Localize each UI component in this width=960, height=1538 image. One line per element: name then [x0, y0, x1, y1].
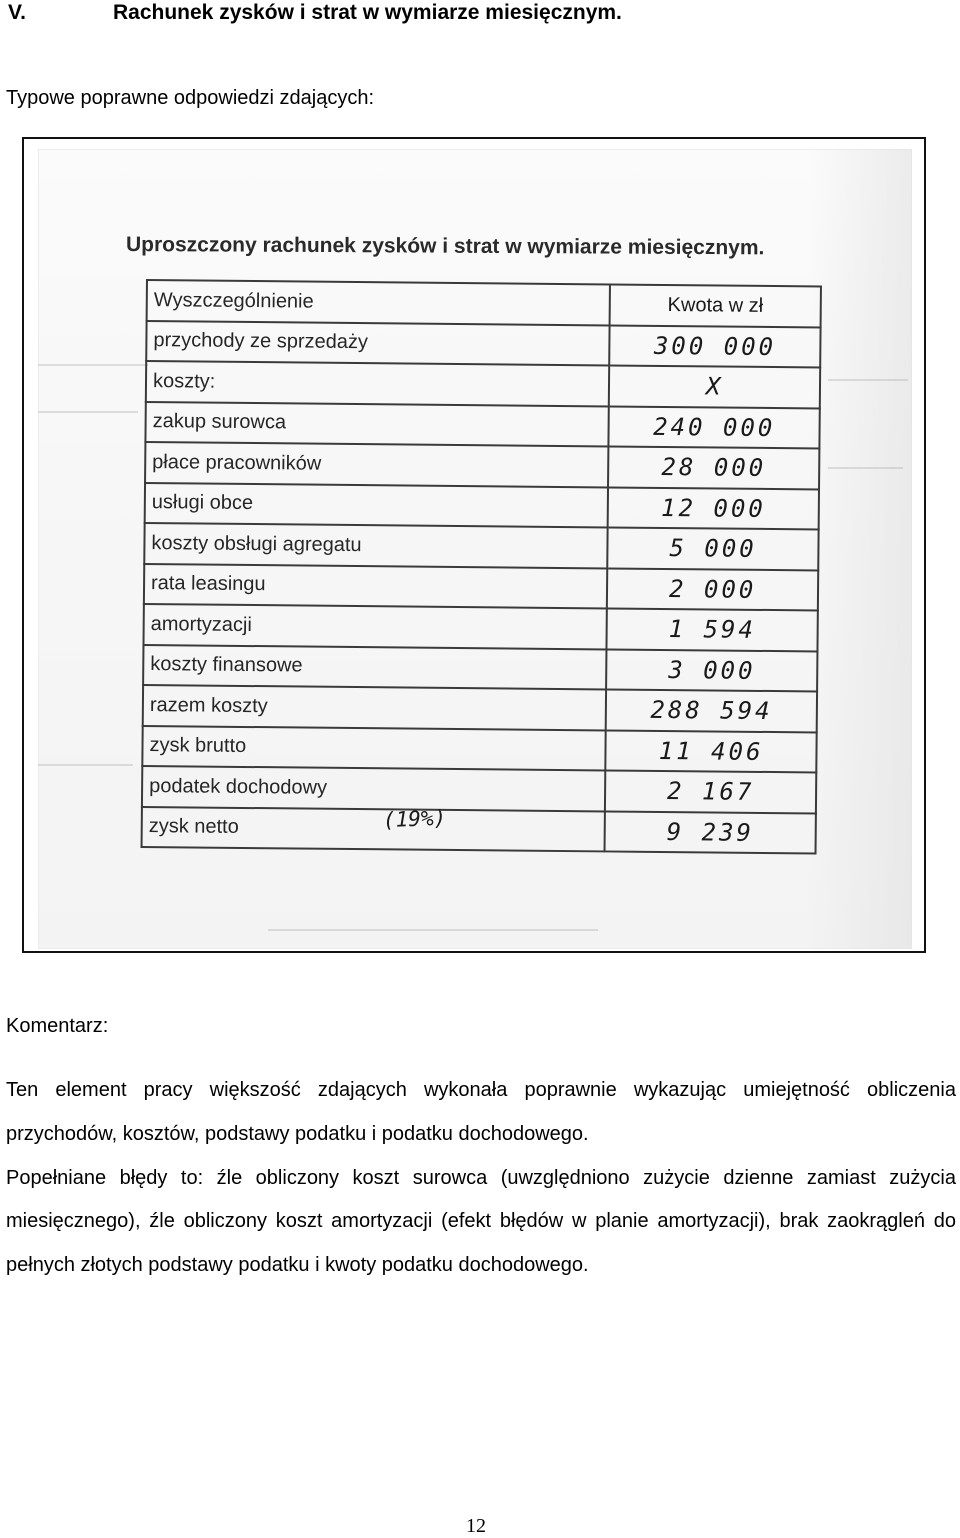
row-label: płace pracowników: [145, 442, 609, 487]
table-row: [143, 685, 817, 732]
row-label: rata leasingu: [144, 563, 608, 608]
row-amount: 1 594: [607, 608, 818, 651]
income-statement-table: [141, 279, 822, 854]
row-label: przychody ze sprzedaży: [146, 321, 610, 366]
bleed-through-line: [38, 764, 133, 766]
row-amount: 240 000: [609, 406, 820, 449]
row-amount: 12 000: [608, 487, 819, 530]
bleed-through-line: [268, 929, 598, 931]
comment-paragraph: Popełniane błędy to: źle obliczony koszt surowca (uwzględniono zużycie dzienne zamiast zużycia miesięcznego), źle obliczony koszt amortyzacji (efekt błędów w planie amortyzacji), brak zaokrągleń do pełnych złotych podstawy podatku i kwoty podatku dochodowego.: [6, 1166, 956, 1277]
page-number: 12: [466, 1515, 486, 1537]
row-label: usługi obce: [145, 483, 609, 528]
table-header-row: [147, 280, 821, 327]
row-amount: X: [609, 365, 820, 408]
scanned-answer-image: [22, 137, 926, 953]
table-row: [142, 766, 816, 813]
table-row: [142, 725, 816, 772]
row-label: razem koszty: [143, 685, 607, 730]
row-label: koszty:: [146, 361, 610, 406]
row-amount: 2 167: [605, 770, 816, 813]
table-row: [146, 321, 820, 368]
row-label: koszty finansowe: [143, 644, 607, 689]
comment-heading: Komentarz:: [6, 1015, 109, 1037]
table-row: [145, 402, 819, 449]
row-amount: 11 406: [606, 730, 817, 773]
table-row: [143, 604, 817, 651]
bleed-through-line: [38, 411, 138, 413]
scan-title: Uproszczony rachunek zysków i strat w wymiarze miesięcznym.: [125, 233, 765, 260]
paper-edge-shadow: [808, 149, 912, 949]
row-amount: 5 000: [608, 527, 819, 570]
row-amount: 300 000: [609, 325, 820, 368]
table-row: [143, 644, 817, 691]
header-label: Wyszczególnienie: [147, 280, 611, 325]
bleed-through-line: [38, 364, 148, 366]
row-label: podatek dochodowy: [142, 766, 606, 811]
row-amount: 2 000: [607, 568, 818, 611]
comment-body: [6, 1069, 956, 1288]
table-row: [142, 806, 816, 853]
row-label: koszty obsługi agregatu: [144, 523, 608, 568]
header-amount: Kwota w zł: [610, 284, 821, 327]
row-label: amortyzacji: [143, 604, 607, 649]
section-title: Rachunek zysków i strat w wymiarze miesięcznym.: [113, 1, 622, 24]
row-label: zysk netto: [142, 806, 606, 851]
row-amount: 3 000: [606, 649, 817, 692]
row-label: zysk brutto: [142, 725, 606, 770]
comment-paragraph: Ten element pracy większość zdających wykonała poprawnie wykazując umiejętność obliczenia przychodów, kosztów, podstawy podatku i podatku dochodowego.: [6, 1079, 956, 1145]
table-row: [145, 483, 819, 530]
row-amount: 9 239: [605, 811, 816, 854]
handwritten-tax-rate-note: (19%): [382, 805, 447, 833]
bleed-through-line: [828, 467, 903, 469]
bleed-through-line: [828, 379, 908, 381]
table-row: [146, 361, 820, 408]
table-row: [144, 563, 818, 610]
row-label: zakup surowca: [145, 402, 609, 447]
table-row: [144, 523, 818, 570]
intro-text: Typowe poprawne odpowiedzi zdających:: [6, 87, 374, 109]
row-amount: 28 000: [608, 446, 819, 489]
section-number: V.: [8, 1, 26, 24]
table-row: [145, 442, 819, 489]
row-amount: 288 594: [606, 689, 817, 732]
scanned-paper: [38, 149, 912, 949]
